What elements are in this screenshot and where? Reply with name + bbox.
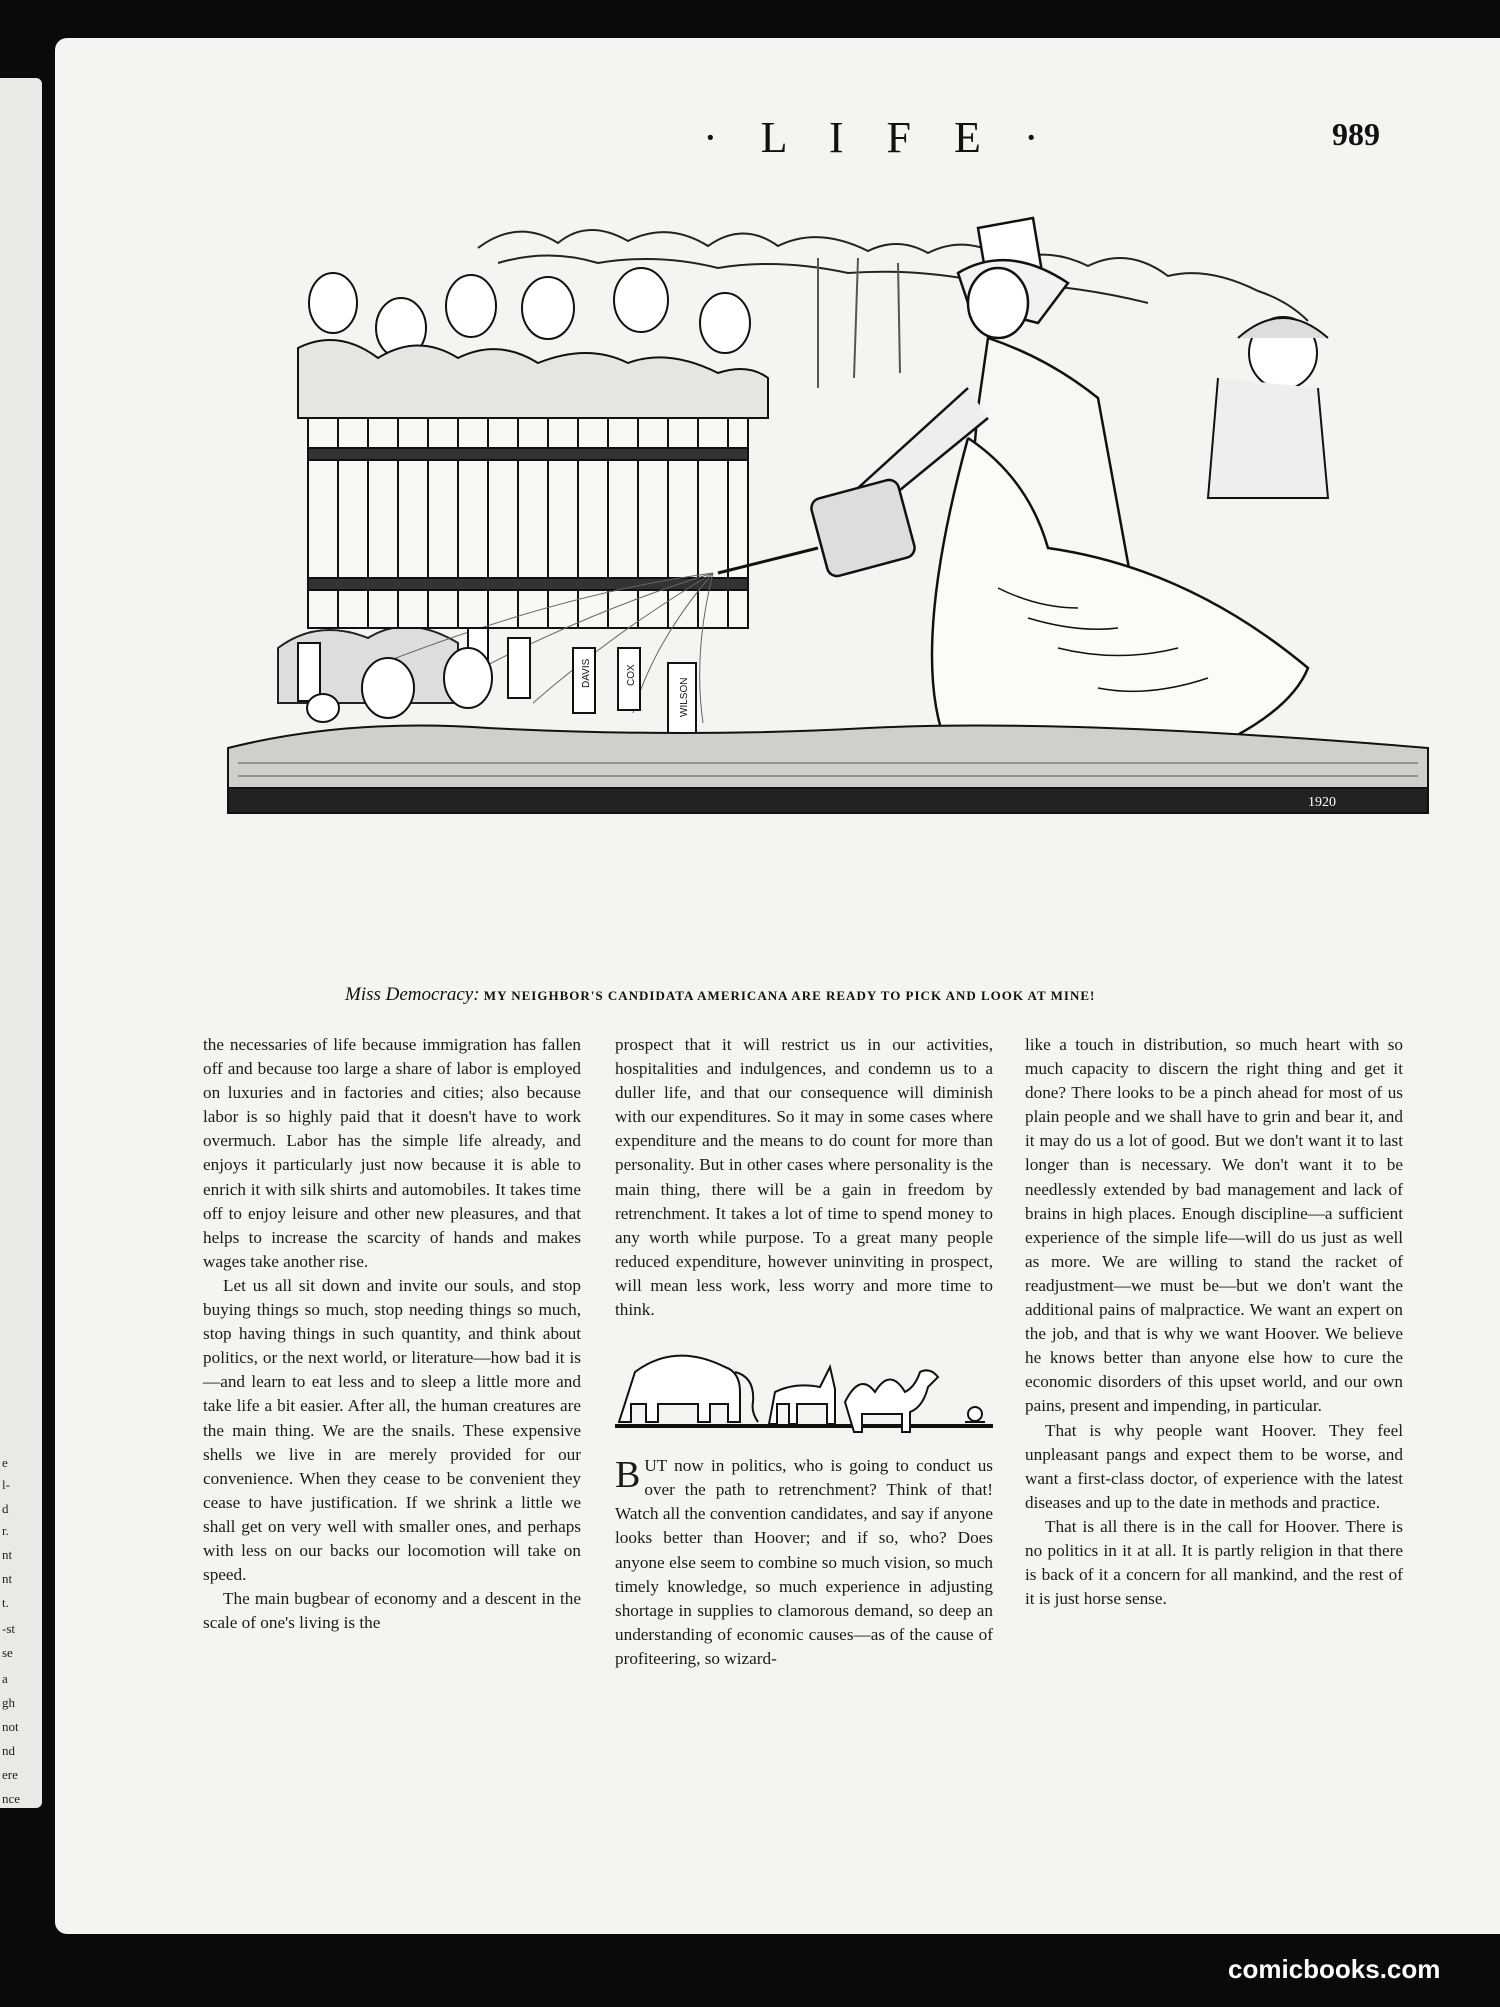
snail-icon [965, 1407, 985, 1422]
left-fragment: nt [2, 1547, 13, 1562]
magazine-title: · L I F E · [703, 113, 1055, 162]
marker-label: COX [626, 664, 637, 686]
article-column-1 [203, 1033, 581, 1635]
caption-speaker: Miss Democracy: [345, 984, 480, 1005]
watering-can [809, 478, 917, 579]
adjacent-page-edge [0, 78, 42, 1808]
left-fragment: l- [2, 1477, 10, 1492]
article-column-3 [1025, 1033, 1403, 1611]
left-fragment: e [2, 1455, 8, 1470]
article-column-2 [615, 1033, 993, 1671]
editorial-cartoon [198, 188, 1448, 963]
left-fragment: t. [2, 1595, 9, 1610]
site-watermark: comicbooks.com [1228, 1954, 1441, 1984]
paragraph: That is why people want Hoover. They feel unpleasant pangs and expect them to be worse, and want a first-class doctor, of experience with the latest diseases and up to the date in methods and practice. [1025, 1420, 1403, 1512]
camel-icon [845, 1370, 938, 1432]
left-fragment: r. [2, 1523, 9, 1538]
paragraph-text: UT now in politics, who is going to conduct us over the path to retrenchment? Think of that! Watch all the convention candidates, and say if anyone looks better than Hoover; and if so, who? Does anyone else seem to combine so much vision, so much timely knowledge, so much experience in adjusting shortage in supplies to clamorous demand, so deep an understanding of economic causes—as of the cause of profiteering, so wizard- [615, 1456, 993, 1668]
garden-ground [228, 726, 1428, 814]
caption-quote: MY NEIGHBOR'S CANDIDATA AMERICANA ARE READY TO PICK AND LOOK AT MINE! [483, 988, 1096, 1003]
cartoon-caption [345, 984, 1345, 1006]
page-number: 989 [1332, 116, 1380, 152]
marker-label: WILSON [679, 677, 690, 717]
magazine-page [55, 38, 1500, 1934]
paragraph: prospect that it will restrict us in our activities, hospitalities and indulgences, and condemn us to a duller life, and that our consequence will diminish with our expenditures. So it may in some cases where expenditure and the means to do count for more than personality. But in other cases where personality is the main thing, there will be a gain in freedom by retrenchment. It takes a lot of time to spend money to any worth while purpose. To a great many people reduced expenditure, however uninviting in prospect, will mean less work, less worry and more time to think. [615, 1035, 993, 1320]
left-fragment: nt [2, 1571, 13, 1586]
donkey-icon [769, 1367, 835, 1424]
artist-signature: 1920 [1308, 795, 1336, 810]
candidate-faces [298, 268, 768, 418]
left-fragment: -st [2, 1621, 15, 1636]
grave-marker [298, 643, 320, 701]
left-fragment: d [2, 1501, 9, 1516]
elephant-icon [619, 1356, 758, 1422]
paragraph: like a touch in distribution, so much heart with so much capacity to discern the right thing and get it done? There looks to be a pinch ahead for most of us plain people and we shall have to grin and bear it, and it may do us a lot of good. But we don't want it to last longer than is necessary. We don't want it to be needlessly extended by bad management and lack of brains in high places. Enough discipline—a sufficient experience of the simple life—will do us just as well as more. We are willing to stand the racket of readjustment—we must be—but we don't want the additional pains of malpractice. We want an expert on the job, and that is why we want Hoover. We believe he knows better than anyone else how to cure the economic disorders of this upset world, and our own pains, present and impending, in particular. [1025, 1035, 1403, 1416]
left-fragment: not [2, 1719, 19, 1734]
left-fragment: nce [2, 1791, 21, 1806]
left-fragment: a [2, 1671, 8, 1686]
animal-parade-illustration [615, 1332, 993, 1442]
left-fragment: ere [2, 1767, 18, 1782]
left-fragment: se [2, 1645, 13, 1660]
paragraph: the necessaries of life because immigration has fallen off and because too large a share of labor is employed on luxuries and in factories and cities; also because labor is so highly paid that it doesn't have to work overmuch. Labor has the simple life already, and enjoys it particularly just now because it is able to enrich it with silk shirts and automobiles. It takes time off to enjoy leisure and other new pleasures, and that helps to increase the scarcity of hands and makes wages take another rise. [203, 1035, 581, 1271]
drop-cap: B [615, 1454, 641, 1497]
paragraph [615, 1454, 993, 1671]
neighbor-woman [1208, 317, 1328, 498]
paragraph: Let us all sit down and invite our souls, and stop buying things so much, stop needing things so much, stop having things in such quantity, and think about politics, or the next world, or literature—how bad it is—and learn to eat less and to sleep a little more and take life a bit easier. After all, the human creatures are the main thing. We are the snails. These expensive shells we live in are merely provided for our convenience. When they cease to be convenient they cease to have justification. If we shrink a little we shall get on very well with smaller ones, and perhaps with less on our backs our locomotion will take on speed. [203, 1275, 581, 1585]
marker-label: DAVIS [581, 658, 592, 688]
grave-marker [508, 638, 530, 698]
left-fragment: gh [2, 1695, 15, 1710]
picket-fence [308, 398, 748, 628]
paragraph: The main bugbear of economy and a descent in the scale of one's living is the [203, 1589, 581, 1633]
left-fragment: nd [2, 1743, 15, 1758]
paragraph: That is all there is in the call for Hoover. There is no politics in it at all. It is partly religion in that there is back of it a concern for all mankind, and the rest of it is just horse sense. [1025, 1516, 1403, 1609]
